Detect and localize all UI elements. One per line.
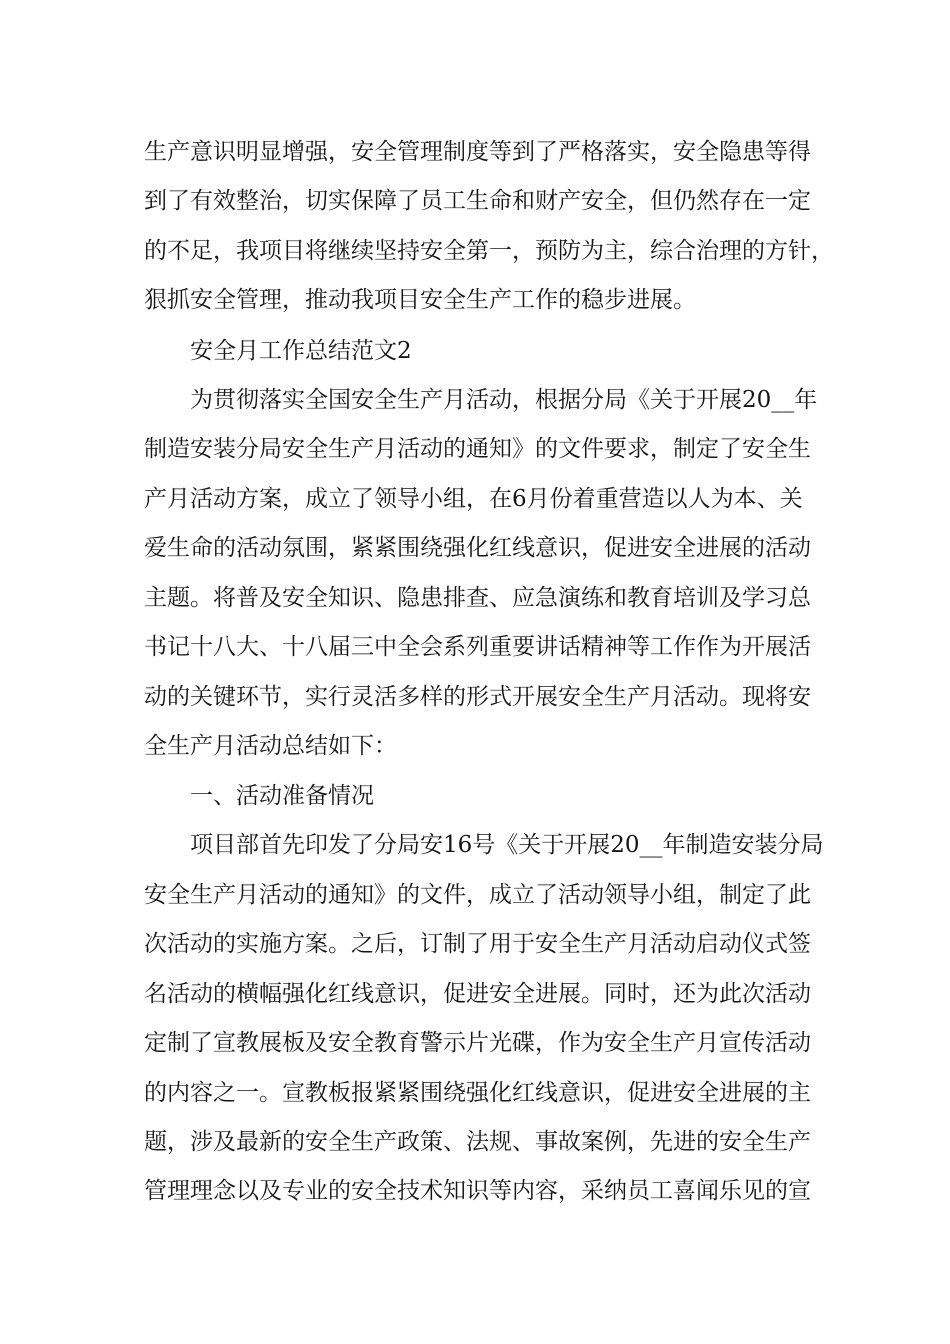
body-line: 安全生产月活动的通知》的文件，成立了活动领导小组，制定了此 xyxy=(144,882,811,908)
body-line: 次活动的实施方案。之后，订制了用于安全生产月活动启动仪式签 xyxy=(144,931,811,957)
body-line: 生产意识明显增强，安全管理制度等到了严格落实，安全隐患等得 xyxy=(144,139,811,165)
body-line: 的内容之一。宣教板报紧紧围绕强化红线意识，促进安全进展的主 xyxy=(144,1080,811,1106)
body-line: 的不足，我项目将继续坚持安全第一，预防为主，综合治理的方针， xyxy=(144,238,834,264)
body-line: 题，涉及最新的安全生产政策、法规、事故案例，先进的安全生产 xyxy=(144,1129,811,1155)
body-line: 全生产月活动总结如下： xyxy=(144,733,397,759)
body-line: 制造安装分局安全生产月活动的通知》的文件要求，制定了安全生 xyxy=(144,436,811,462)
body-line: 管理理念以及专业的安全技术知识等内容，采纳员工喜闻乐见的宣 xyxy=(144,1178,811,1204)
section-heading: 一、活动准备情况 xyxy=(190,783,374,809)
body-line: 名活动的横幅强化红线意识，促进安全进展。同时，还为此次活动 xyxy=(144,981,811,1007)
body-line: 项目部首先印发了分局安16号《关于开展20__年制造安装分局 xyxy=(190,832,824,858)
body-line: 产月活动方案，成立了领导小组，在6月份着重营造以人为本、关 xyxy=(144,486,803,512)
body-line: 到了有效整治，切实保障了员工生命和财产安全，但仍然存在一定 xyxy=(144,188,811,214)
body-line: 为贯彻落实全国安全生产月活动，根据分局《关于开展20__年 xyxy=(190,387,818,413)
body-line: 爱生命的活动氛围，紧紧围绕强化红线意识，促进安全进展的活动 xyxy=(144,535,811,561)
body-line: 主题。将普及安全知识、隐患排查、应急演练和教育培训及学习总 xyxy=(144,585,811,611)
body-line: 动的关键环节，实行灵活多样的形式开展安全生产月活动。现将安 xyxy=(144,684,811,710)
body-line: 书记十八大、十八届三中全会系列重要讲话精神等工作作为开展活 xyxy=(144,634,811,660)
body-line: 狠抓安全管理，推动我项目安全生产工作的稳步进展。 xyxy=(144,287,696,313)
section-heading: 安全月工作总结范文2 xyxy=(190,338,412,364)
body-line: 定制了宣教展板及安全教育警示片光碟，作为安全生产月宣传活动 xyxy=(144,1030,811,1056)
